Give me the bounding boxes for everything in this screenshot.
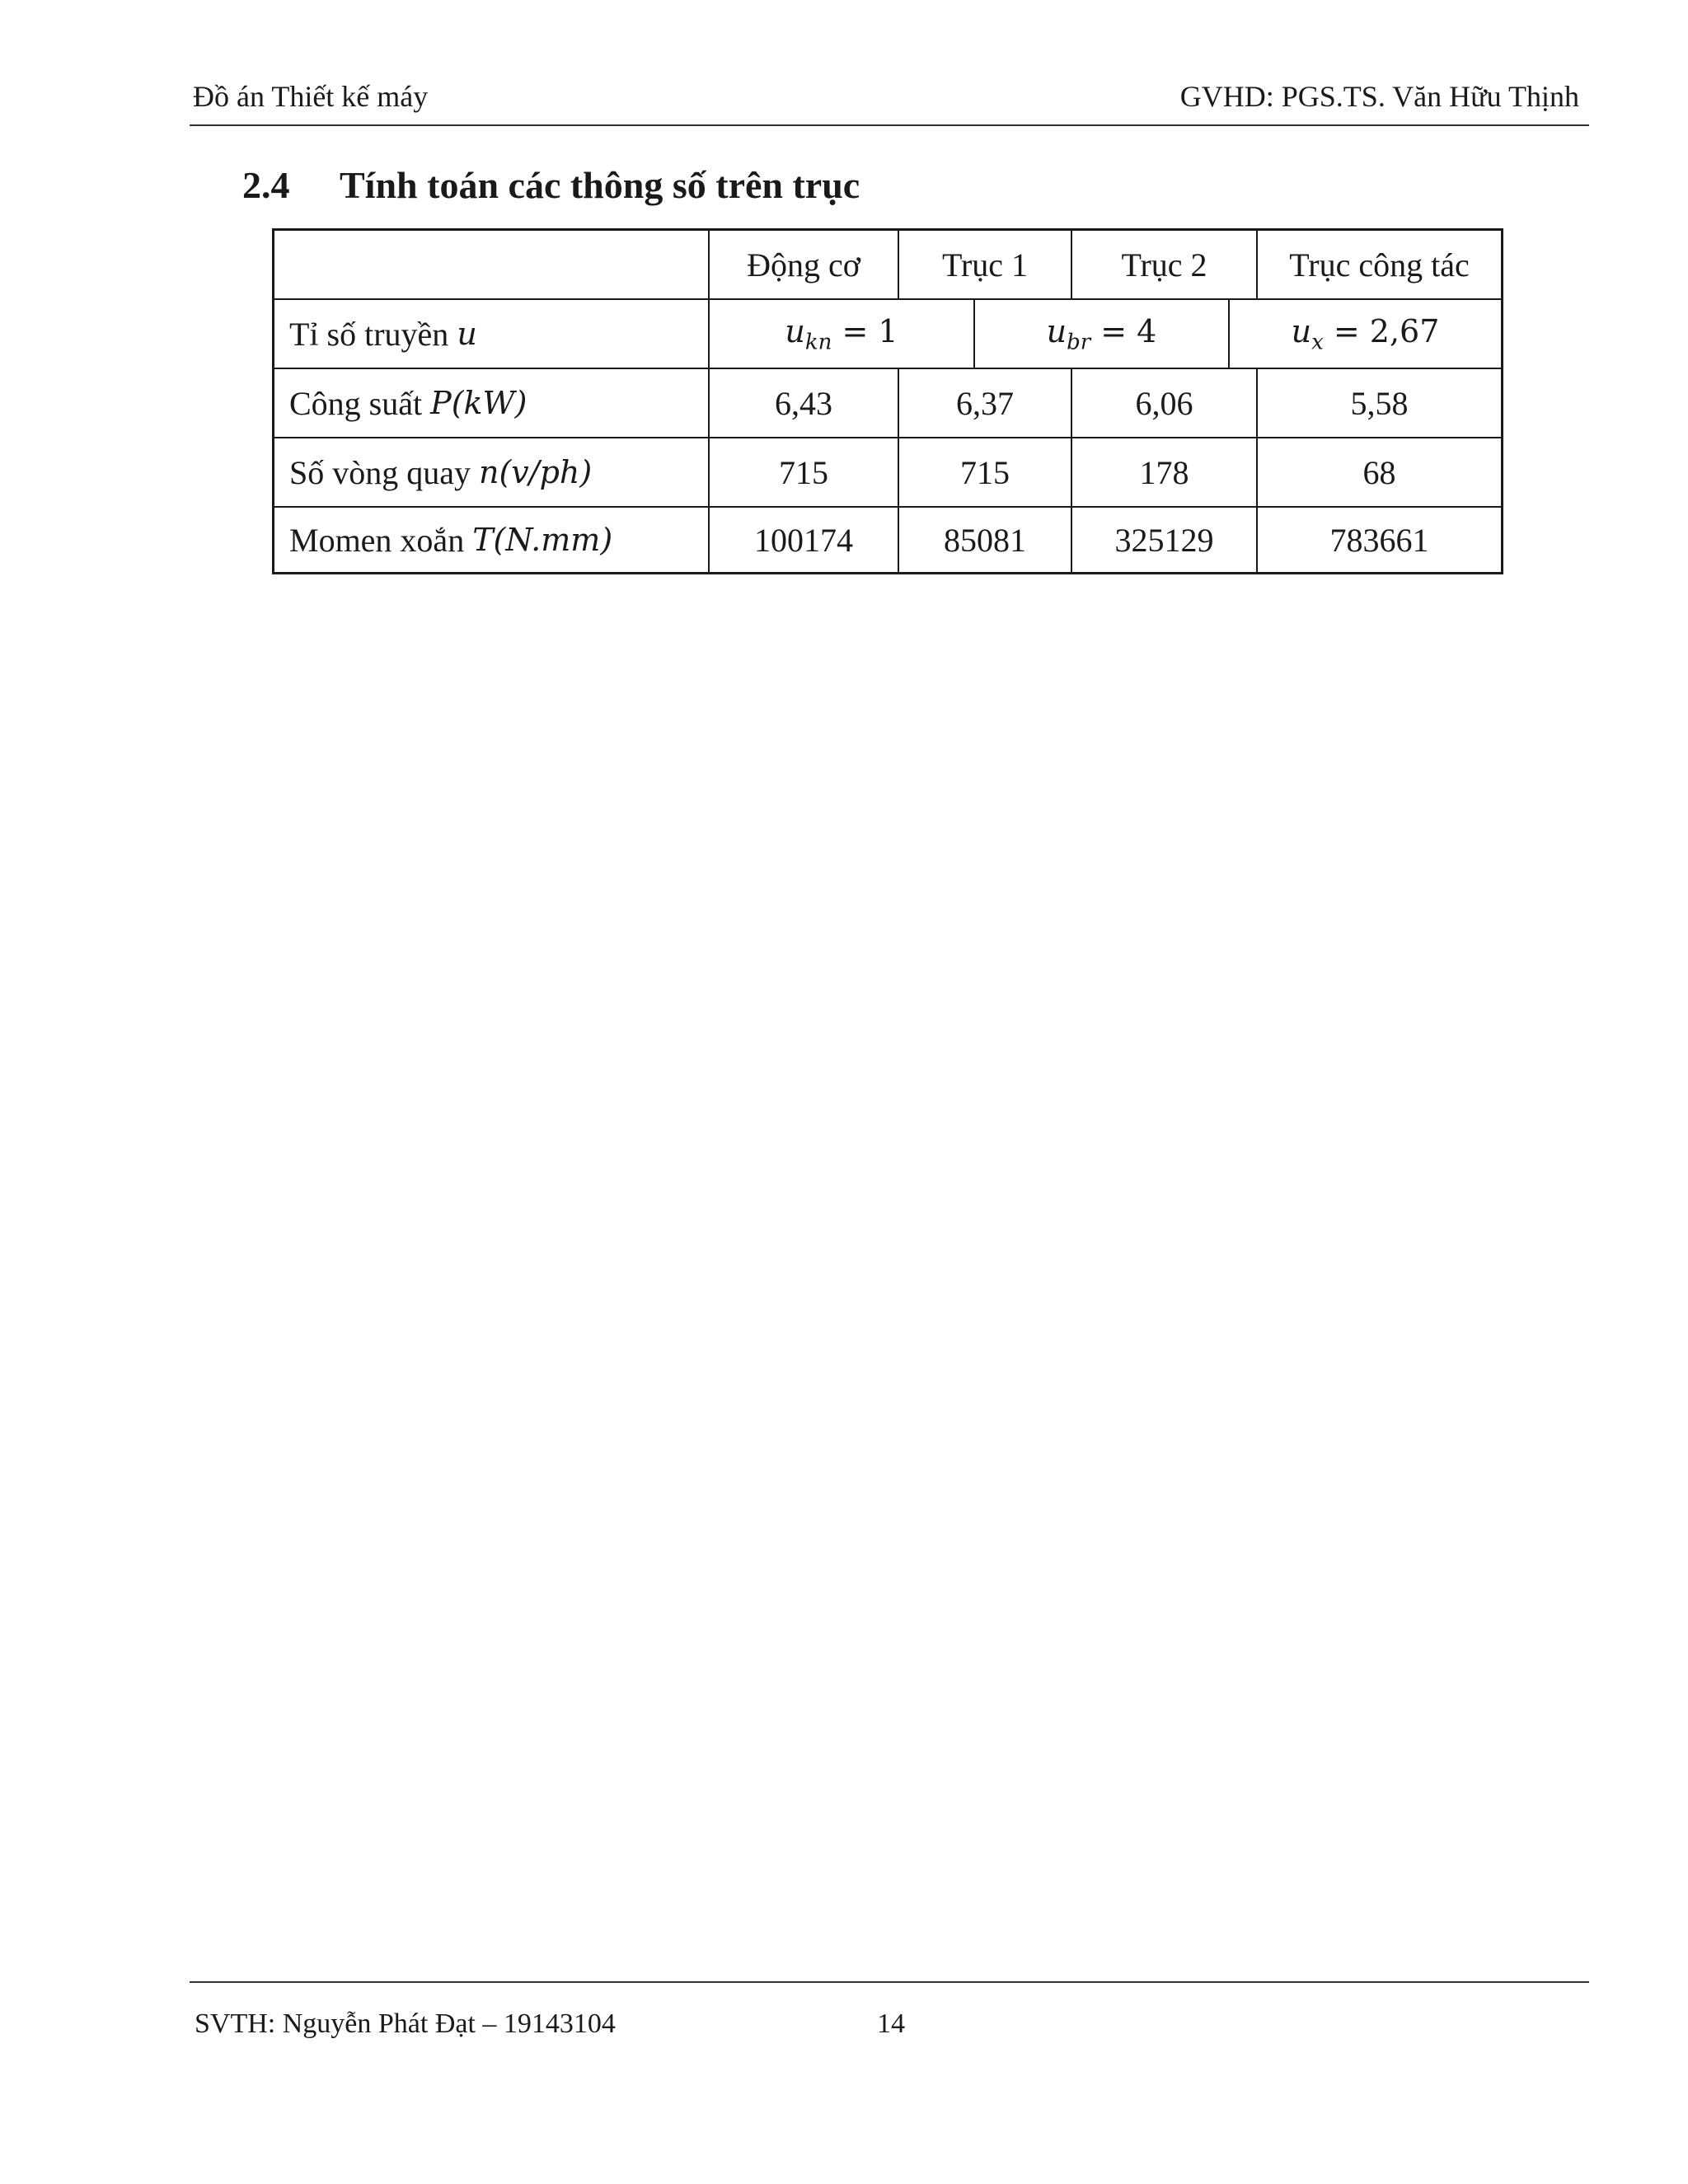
row-label-var: u: [457, 316, 477, 352]
row-label-text: Tỉ số truyền: [289, 315, 449, 353]
column-header: Trục 2: [1071, 231, 1256, 298]
table-cell: 715: [898, 438, 1071, 506]
table-row-speed: [274, 438, 1501, 508]
ratio-cell: $u_{br} = 4$: [973, 300, 1228, 368]
row-label: Số vòng quay n(v/ph): [289, 453, 593, 491]
table-row-torque: [274, 508, 1501, 572]
table-row-ratio: [274, 300, 1501, 369]
table-cell: 100174: [708, 508, 898, 572]
ratio-cell: $u_x = 2,67$: [1228, 300, 1501, 368]
table-cell: 6,37: [898, 369, 1071, 437]
column-header: Trục công tác: [1256, 231, 1501, 298]
table-cell: 6,43: [708, 369, 898, 437]
header-document-title: Đồ án Thiết kế máy: [193, 80, 429, 113]
header-advisor: GVHD: PGS.TS. Văn Hữu Thịnh: [1179, 80, 1579, 113]
section-number: 2.4: [242, 164, 290, 206]
table-cell: 325129: [1071, 508, 1256, 572]
parameter-table: [272, 228, 1503, 574]
table-cell: 783661: [1256, 508, 1501, 572]
column-header: Trục 1: [898, 231, 1071, 298]
section-title: Tính toán các thông số trên trục: [340, 164, 860, 206]
row-label: Công suất P(kW): [289, 384, 528, 422]
table-row-power: [274, 369, 1501, 438]
footer-divider: [190, 1981, 1589, 1983]
table-cell: 68: [1256, 438, 1501, 506]
table-cell: 5,58: [1256, 369, 1501, 437]
row-label: Momen xoắn T(N.mm): [289, 521, 613, 559]
table-cell: 178: [1071, 438, 1256, 506]
page-number: 14: [877, 2008, 905, 2039]
table-corner-cell: [274, 231, 708, 298]
row-label: [274, 300, 708, 368]
table-header-row: [274, 231, 1501, 300]
ratio-cell: $u_{kn} = 1$: [708, 300, 973, 368]
section-heading: [242, 163, 860, 207]
table-cell: 85081: [898, 508, 1071, 572]
table-cell: 715: [708, 438, 898, 506]
table-cell: 6,06: [1071, 369, 1256, 437]
header-divider: [190, 124, 1589, 126]
footer-student: SVTH: Nguyễn Phát Đạt – 19143104: [195, 2008, 616, 2039]
column-header: Động cơ: [708, 231, 898, 298]
